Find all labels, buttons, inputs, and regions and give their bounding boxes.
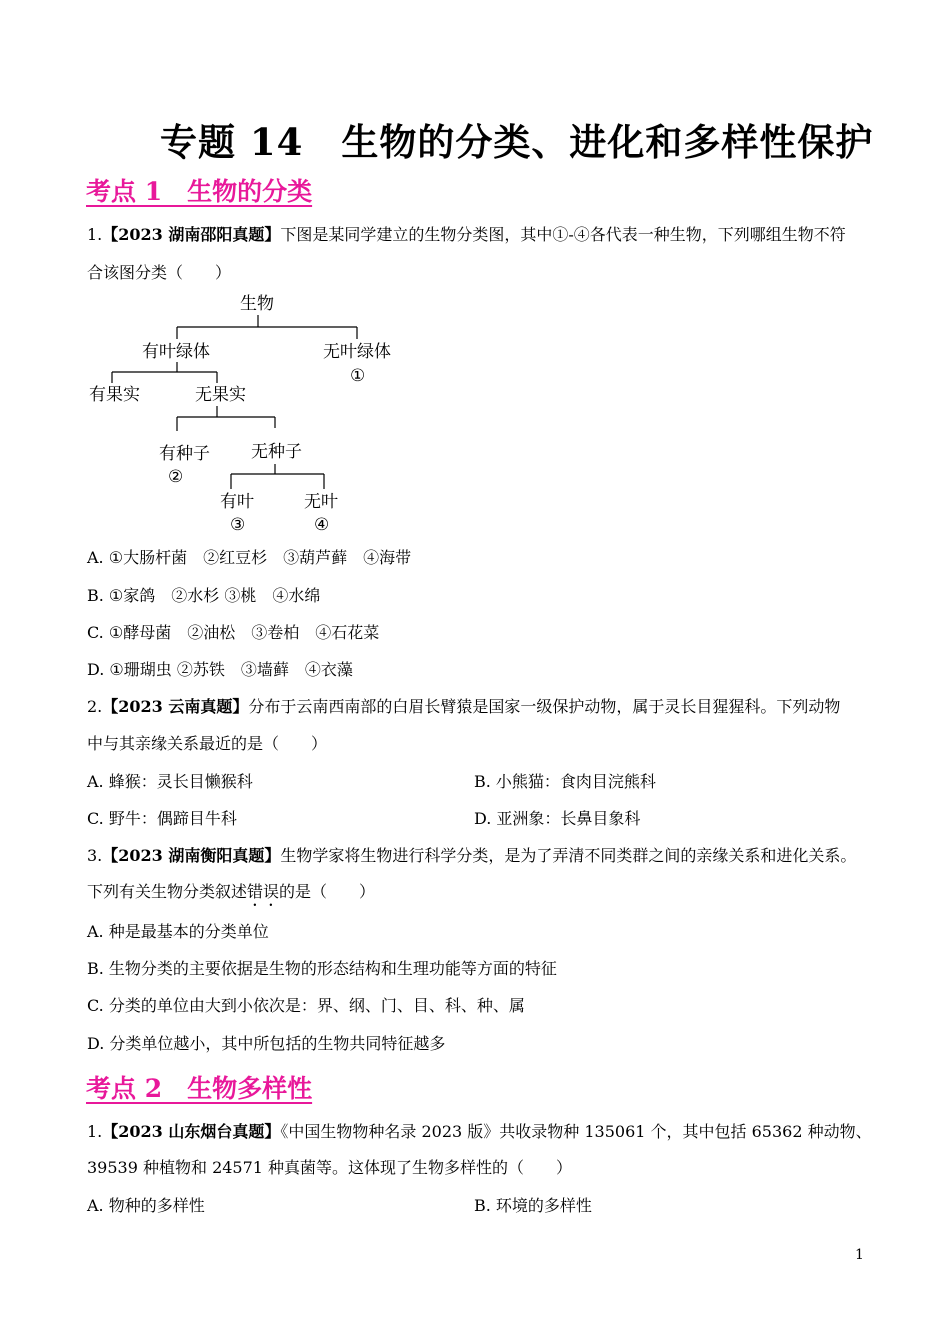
q1-number: 1. — [87, 225, 103, 244]
q3-line2 — [87, 879, 375, 910]
s2q1-text: 《中国生物物种名录 2023 版》共收录物种 135061 个，其中包括 65362 种动物、 — [280, 1122, 872, 1141]
tree-has-seed: 有种子 — [159, 444, 210, 464]
q1-text: 下图是某同学建立的生物分类图，其中①-④各代表一种生物，下列哪组生物不符 — [280, 225, 846, 244]
section-heading-1: 考点 1 生物的分类 — [86, 177, 313, 206]
q3-source-tag: 【2023 湖南衡阳真题】 — [102, 846, 281, 865]
q2-number: 2. — [87, 697, 103, 716]
q1-source-tag: 【2023 湖南邵阳真题】 — [102, 225, 281, 244]
s2q1-source-tag: 【2023 山东烟台真题】 — [102, 1122, 281, 1141]
q3-line2-pre: 下列有关生物分类叙述 — [87, 882, 248, 901]
section-heading-2: 考点 2 生物多样性 — [86, 1074, 313, 1103]
tree-no-chloroplast: 无叶绿体 — [323, 342, 391, 362]
q3-text: 生物学家将生物进行科学分类，是为了弄清不同类群之间的亲缘关系和进化关系。 — [280, 846, 857, 865]
tree-no-seed: 无种子 — [251, 442, 302, 462]
page-title: 专题 14 生物的分类、进化和多样性保护 — [160, 120, 874, 164]
q1-option-d: D. ①珊瑚虫 ②苏铁 ③墙藓 ④衣藻 — [87, 660, 353, 679]
q3-line2-post: 的是（ ） — [279, 882, 376, 901]
q3-number: 3. — [87, 846, 103, 865]
tree-marker-4: ④ — [314, 515, 330, 535]
q2-line2: 中与其亲缘关系最近的是（ ） — [87, 734, 328, 753]
page-number: 1 — [855, 1247, 864, 1263]
s2q1-line1 — [87, 1119, 872, 1142]
q3-option-a: A. 种是最基本的分类单位 — [87, 922, 269, 941]
tree-no-fruit: 无果实 — [195, 385, 246, 405]
q2-option-b: B. 小熊猫：食肉目浣熊科 — [474, 772, 656, 791]
s2q1-number: 1. — [87, 1122, 103, 1141]
q1-option-b: B. ①家鸽 ②水杉 ③桃 ④水绵 — [87, 586, 321, 605]
tree-marker-1: ① — [350, 366, 366, 386]
classification-tree-diagram — [80, 286, 420, 541]
q2-option-d: D. 亚洲象：长鼻目象科 — [474, 809, 641, 828]
s2q1-option-a: A. 物种的多样性 — [87, 1196, 205, 1215]
q3-option-b: B. 生物分类的主要依据是生物的形态结构和生理功能等方面的特征 — [87, 959, 557, 978]
tree-marker-3: ③ — [230, 515, 246, 535]
q1-line1 — [87, 222, 846, 245]
tree-has-leaf: 有叶 — [220, 492, 254, 512]
tree-marker-2: ② — [168, 467, 184, 487]
q2-line1 — [87, 694, 840, 717]
q2-option-a: A. 蜂猴：灵长目懒猴科 — [87, 772, 253, 791]
tree-no-leaf: 无叶 — [304, 492, 338, 512]
q2-option-c: C. 野牛：偶蹄目牛科 — [87, 809, 237, 828]
s2q1-line2: 39539 种植物和 24571 种真菌等。这体现了生物多样性的（ ） — [87, 1158, 573, 1177]
q3-option-d: D. 分类单位越小，其中所包括的生物共同特征越多 — [87, 1034, 446, 1053]
tree-has-chloroplast: 有叶绿体 — [142, 342, 210, 362]
q3-line1 — [87, 843, 856, 866]
q1-option-c: C. ①酵母菌 ②油松 ③卷柏 ④石花菜 — [87, 623, 380, 642]
tree-has-fruit: 有果实 — [89, 385, 140, 405]
q3-emphasis-word: 错误 — [247, 882, 280, 901]
tree-root: 生物 — [240, 294, 274, 314]
q2-source-tag: 【2023 云南真题】 — [102, 697, 249, 716]
q3-option-c: C. 分类的单位由大到小依次是：界、纲、门、目、科、种、属 — [87, 996, 525, 1015]
q1-line2: 合该图分类（ ） — [87, 263, 232, 282]
s2q1-option-b: B. 环境的多样性 — [474, 1196, 592, 1215]
q1-option-a: A. ①大肠杆菌 ②红豆杉 ③葫芦藓 ④海带 — [87, 548, 412, 567]
q2-text: 分布于云南西南部的白眉长臂猿是国家一级保护动物，属于灵长目猩猩科。下列动物 — [248, 697, 841, 716]
